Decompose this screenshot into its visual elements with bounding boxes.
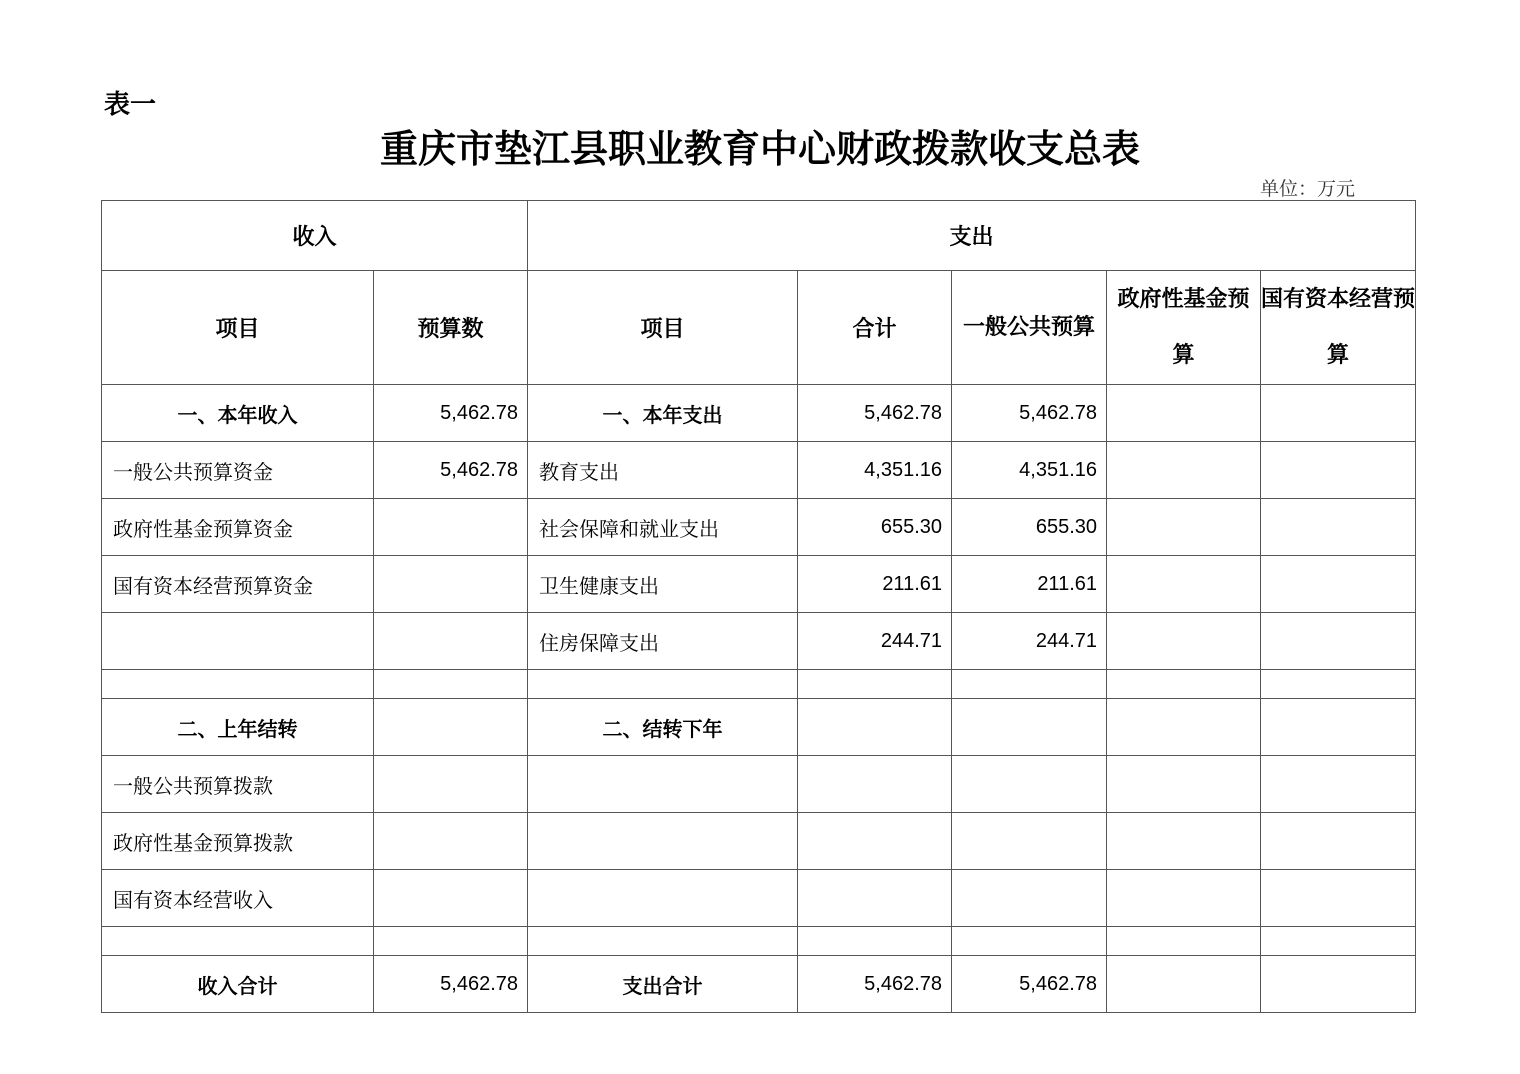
expense-item-cell: 支出合计	[528, 956, 798, 1013]
table-row	[102, 756, 1416, 813]
income-budget-cell	[374, 699, 528, 756]
income-budget-cell: 5,462.78	[374, 442, 528, 499]
total-cell	[798, 670, 952, 699]
table-row-spacer	[102, 927, 1416, 956]
income-header: 收入	[102, 201, 528, 271]
total-cell	[798, 756, 952, 813]
gov-fund-cell	[1107, 756, 1261, 813]
gov-fund-cell	[1107, 870, 1261, 927]
state-capital-cell	[1261, 499, 1416, 556]
total-cell	[798, 927, 952, 956]
gov-fund-cell	[1107, 385, 1261, 442]
table-row	[102, 870, 1416, 927]
income-budget-cell	[374, 499, 528, 556]
income-item-cell: 国有资本经营预算资金	[102, 556, 374, 613]
income-budget-cell	[374, 813, 528, 870]
income-budget-cell	[374, 756, 528, 813]
expense-item-cell: 住房保障支出	[528, 613, 798, 670]
total-header: 合计	[798, 271, 952, 385]
total-cell	[798, 813, 952, 870]
expense-item-cell	[528, 927, 798, 956]
expense-item-cell: 二、结转下年	[528, 699, 798, 756]
income-item-cell	[102, 927, 374, 956]
expense-item-cell: 教育支出	[528, 442, 798, 499]
total-cell: 4,351.16	[798, 442, 952, 499]
general-public-header: 一般公共预算	[952, 271, 1107, 385]
income-item-cell	[102, 613, 374, 670]
expense-item-cell	[528, 813, 798, 870]
income-item-cell: 一、本年收入	[102, 385, 374, 442]
general-public-cell	[952, 699, 1107, 756]
state-capital-cell	[1261, 813, 1416, 870]
gov-fund-cell	[1107, 699, 1261, 756]
table-row	[102, 613, 1416, 670]
income-item-cell: 一般公共预算拨款	[102, 756, 374, 813]
table-row	[102, 556, 1416, 613]
state-capital-cell	[1261, 956, 1416, 1013]
header-row-top	[102, 201, 1416, 271]
total-cell: 655.30	[798, 499, 952, 556]
income-item-cell: 收入合计	[102, 956, 374, 1013]
general-public-cell: 655.30	[952, 499, 1107, 556]
gov-fund-cell	[1107, 927, 1261, 956]
income-item-cell	[102, 670, 374, 699]
income-budget-cell	[374, 870, 528, 927]
general-public-cell: 244.71	[952, 613, 1107, 670]
expense-item-cell: 卫生健康支出	[528, 556, 798, 613]
table-row	[102, 499, 1416, 556]
general-public-cell	[952, 756, 1107, 813]
state-capital-cell	[1261, 613, 1416, 670]
expense-item-header: 项目	[528, 271, 798, 385]
expense-item-cell: 一、本年支出	[528, 385, 798, 442]
state-capital-cell	[1261, 699, 1416, 756]
income-budget-cell	[374, 670, 528, 699]
budget-table	[101, 200, 1416, 1013]
general-public-cell	[952, 870, 1107, 927]
table-row	[102, 385, 1416, 442]
expense-item-cell	[528, 756, 798, 813]
total-cell	[798, 699, 952, 756]
income-budget-header: 预算数	[374, 271, 528, 385]
gov-fund-cell	[1107, 499, 1261, 556]
state-capital-cell	[1261, 927, 1416, 956]
income-budget-cell: 5,462.78	[374, 385, 528, 442]
state-capital-header: 国有资本经营预算	[1261, 271, 1416, 385]
general-public-cell: 4,351.16	[952, 442, 1107, 499]
total-cell: 211.61	[798, 556, 952, 613]
income-item-cell: 国有资本经营收入	[102, 870, 374, 927]
table-row-spacer	[102, 670, 1416, 699]
gov-fund-cell	[1107, 442, 1261, 499]
general-public-cell: 211.61	[952, 556, 1107, 613]
gov-fund-header: 政府性基金预算	[1107, 271, 1261, 385]
expense-header: 支出	[528, 201, 1416, 271]
state-capital-cell	[1261, 556, 1416, 613]
state-capital-cell	[1261, 756, 1416, 813]
total-cell	[798, 870, 952, 927]
page-title: 重庆市垫江县职业教育中心财政拨款收支总表	[379, 126, 1140, 171]
income-item-cell: 政府性基金预算拨款	[102, 813, 374, 870]
state-capital-cell	[1261, 385, 1416, 442]
state-capital-cell	[1261, 442, 1416, 499]
expense-item-cell	[528, 870, 798, 927]
total-cell: 5,462.78	[798, 385, 952, 442]
income-budget-cell: 5,462.78	[374, 956, 528, 1013]
total-cell: 244.71	[798, 613, 952, 670]
income-item-cell: 一般公共预算资金	[102, 442, 374, 499]
general-public-cell	[952, 813, 1107, 870]
table-tag: 表一	[104, 90, 157, 120]
general-public-cell: 5,462.78	[952, 956, 1107, 1013]
gov-fund-cell	[1107, 670, 1261, 699]
total-cell: 5,462.78	[798, 956, 952, 1013]
income-item-header: 项目	[102, 271, 374, 385]
gov-fund-cell	[1107, 956, 1261, 1013]
general-public-cell: 5,462.78	[952, 385, 1107, 442]
general-public-cell	[952, 670, 1107, 699]
income-budget-cell	[374, 556, 528, 613]
table-row	[102, 442, 1416, 499]
income-item-cell: 二、上年结转	[102, 699, 374, 756]
gov-fund-cell	[1107, 613, 1261, 670]
income-budget-cell	[374, 613, 528, 670]
state-capital-cell	[1261, 670, 1416, 699]
gov-fund-cell	[1107, 556, 1261, 613]
expense-item-cell: 社会保障和就业支出	[528, 499, 798, 556]
table-row	[102, 813, 1416, 870]
total-row	[102, 956, 1416, 1013]
gov-fund-cell	[1107, 813, 1261, 870]
income-budget-cell	[374, 927, 528, 956]
table-row	[102, 699, 1416, 756]
state-capital-cell	[1261, 870, 1416, 927]
income-item-cell: 政府性基金预算资金	[102, 499, 374, 556]
general-public-cell	[952, 927, 1107, 956]
unit-label: 单位：万元	[1260, 178, 1356, 200]
expense-item-cell	[528, 670, 798, 699]
header-row-sub	[102, 271, 1416, 385]
